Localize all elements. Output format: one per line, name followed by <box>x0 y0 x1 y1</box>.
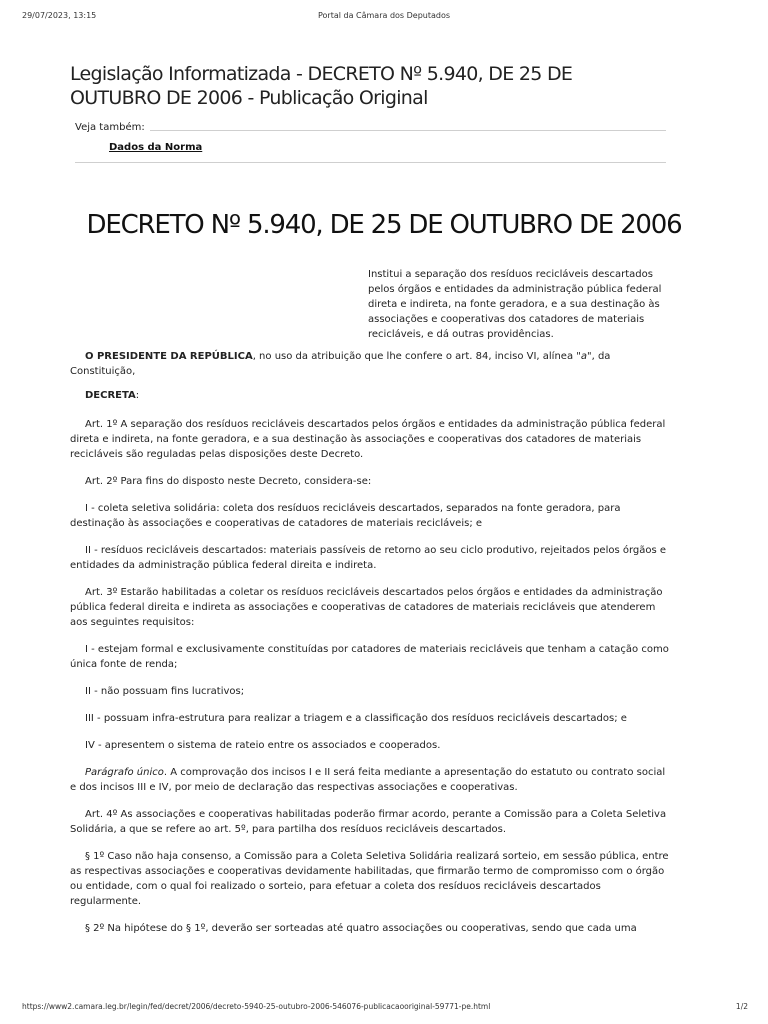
print-url: https://www2.camara.leg.br/legin/fed/decret/2006/decreto-5940-25-outubro-2006-546076-publicacaooriginal-59771-pe.html <box>22 1002 491 1011</box>
article-2-inciso-i: I - coleta seletiva solidária: coleta dos resíduos recicláveis descartados, separados na fonte geradora, para destinação às associações e cooperativas de catadores de materiais recicláveis; e <box>70 503 621 529</box>
decreta-colon: : <box>135 390 140 401</box>
decree-body <box>70 349 670 948</box>
page-number: 1/2 <box>735 1002 748 1011</box>
divider <box>150 130 666 131</box>
article-3-inciso-ii: II - não possuam fins lucrativos; <box>85 686 245 697</box>
paragrafo-unico-label: Parágrafo único <box>85 767 164 778</box>
preamble-text: , no uso da atribuição que lhe confere o art. 84, inciso VI, alínea " <box>252 351 581 362</box>
article-1: Art. 1º A separação dos resíduos recicláveis descartados pelos órgãos e entidades da administração pública federal direta e indireta, na fonte geradora, e a sua destinação às associações e cooperativas dos catadores de materiais recicláveis são reguladas pelas disposições deste Decreto. <box>70 419 666 460</box>
article-2: Art. 2º Para fins do disposto neste Decreto, considera-se: <box>85 476 372 487</box>
article-3-inciso-i: I - estejam formal e exclusivamente constituídas por catadores de materiais recicláveis que tenham a catação como única fonte de renda; <box>70 644 669 670</box>
print-datetime: 29/07/2023, 13:15 <box>22 11 97 20</box>
article-4: Art. 4º As associações e cooperativas habilitadas poderão firmar acordo, perante a Comissão para a Coleta Seletiva Solidária, a que se refere ao art. 5º, para partilha dos resíduos recicláveis descartados. <box>70 809 667 835</box>
article-3: Art. 3º Estarão habilitadas a coletar os resíduos recicláveis descartados pelos órgãos e entidades da administração pública federal direita e indireta as associações e cooperativas de catadores de materiais recicláveis que atenderem aos seguintes requisitos: <box>70 587 663 628</box>
article-3-paragrafo-unico <box>70 765 670 795</box>
article-4-paragraph-2: § 2º Na hipótese do § 1º, deverão ser sorteadas até quatro associações ou cooperativas, sendo que cada uma <box>85 923 637 934</box>
decreta <box>70 388 670 403</box>
article-3-inciso-iv: IV - apresentem o sistema de rateio entre os associados e cooperados. <box>85 740 441 751</box>
article-4-paragraph-1: § 1º Caso não haja consenso, a Comissão para a Coleta Seletiva Solidária realizará sorteio, em sessão pública, entre as respectivas associações e cooperativas devidamente habilitadas, que firmarão termo de compromisso com o órgão ou entidade, com o qual foi realizado o sorteio, para efetuar a coleta dos resíduos recicláveis descartados regularmente. <box>70 851 669 907</box>
ementa: Institui a separação dos resíduos recicláveis descartados pelos órgãos e entidades da administração pública federal direta e indireta, na fonte geradora, e a sua destinação às associações e cooperativas dos catadores de materiais recicláveis, e dá outras providências. <box>368 269 662 340</box>
print-page-title: Portal da Câmara dos Deputados <box>317 11 451 20</box>
paragrafo-unico-text: . A comprovação dos incisos I e II será feita mediante a apresentação do estatuto ou contrato social e dos incisos III e IV, por meio de declaração das respectivas associações e cooperativas. <box>70 767 666 793</box>
preamble <box>70 349 670 379</box>
decreta-bold: DECRETA <box>85 390 136 401</box>
page-title: Legislação Informatizada - DECRETO Nº 5.940, DE 25 DE OUTUBRO DE 2006 - Publicação Original <box>70 63 573 109</box>
see-also-label: Veja também: <box>75 122 145 133</box>
divider <box>75 162 666 163</box>
article-2-inciso-ii: II - resíduos recicláveis descartados: materiais passíveis de retorno ao seu ciclo produtivo, rejeitados pelos órgãos e entidades da administração pública federal direita e indireta. <box>70 545 667 571</box>
dados-da-norma-link[interactable]: Dados da Norma <box>109 142 203 153</box>
preamble-bold: O PRESIDENTE DA REPÚBLICA <box>85 351 253 362</box>
article-3-inciso-iii: III - possuam infra-estrutura para realizar a triagem e a classificação dos resíduos recicláveis descartados; e <box>85 713 627 724</box>
preamble-text-end: ", da Constituição, <box>70 351 611 377</box>
preamble-italic: a <box>580 351 587 362</box>
decree-title: DECRETO Nº 5.940, DE 25 DE OUTUBRO DE 2006 <box>86 210 682 240</box>
